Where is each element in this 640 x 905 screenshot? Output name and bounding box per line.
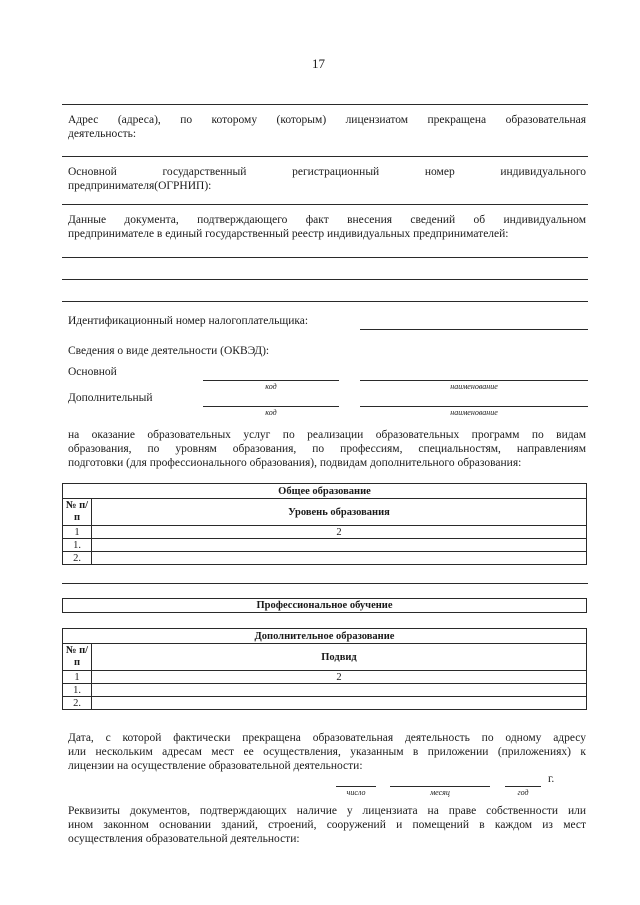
table-row [63,539,587,552]
address-label-line2: деятельность: [68,128,137,140]
requisites-text [68,804,586,848]
okved-additional-code-line[interactable] [203,406,339,407]
row-number: 1. [63,539,92,552]
separator [62,583,588,584]
general-table-title: Общее образование [63,484,587,499]
document-data-field-line[interactable] [62,257,588,258]
okved-main-code-line[interactable] [203,380,339,381]
inn-field-line[interactable] [360,329,588,330]
additional-index-cell: 2 [92,671,587,684]
year-suffix: г. [548,773,555,785]
table-row [63,552,587,565]
address-label-line1: Адрес (адреса), по которому (которым) лицензиатом прекращена образовательная [68,114,586,126]
subtype-cell[interactable] [92,684,587,697]
separator [62,156,588,157]
requisites-line1: Реквизиты документов, подтверждающих наличие у лицензиата на праве собственности или [68,805,586,817]
general-education-table [62,483,587,565]
table-row [63,684,587,697]
general-index-cell: 1 [63,526,92,539]
okved-main-name-line[interactable] [360,380,588,381]
separator [62,104,588,105]
address-label [68,113,586,143]
inn-label: Идентификационный номер налогоплательщика: [68,315,309,327]
education-level-cell[interactable] [92,539,587,552]
document-data-line2: предпринимателе в единый государственный реестр индивидуальных предпринимателей: [68,228,509,240]
code-caption: код [265,382,277,391]
document-data-field-line[interactable] [62,301,588,302]
document-data-line1: Данные документа, подтверждающего факт внесения сведений об индивидуальном [68,214,586,226]
separator [62,204,588,205]
ogrnip-label-line1: Основной государственный регистрационный номер индивидуального [68,166,586,178]
requisites-line2: ином законном основании зданий, строений, сооружений и помещений в каждом из мест [68,819,586,831]
general-col-header: Уровень образования [92,499,587,526]
ogrnip-label-line2: предпринимателя(ОГРНИП): [68,180,212,192]
name-caption: наименование [450,382,498,391]
month-field-line[interactable] [390,786,490,787]
professional-training-title: Профессиональное обучение [62,598,587,613]
page-number: 17 [312,56,325,71]
year-field-line[interactable] [505,786,541,787]
subtype-cell[interactable] [92,697,587,710]
row-number: 2. [63,697,92,710]
termination-line2: или нескольким адресам мест ее осуществления, указанным в приложении (приложениях) к [68,746,586,758]
ogrnip-label [68,165,586,195]
okved-additional-name-line[interactable] [360,406,588,407]
general-num-header: № п/п [63,499,92,526]
okved-label: Сведения о виде деятельности (ОКВЭД): [68,345,270,357]
additional-education-table [62,628,587,710]
additional-col-header: Подвид [92,644,587,671]
services-line1: на оказание образовательных услуг по реализации образовательных программ по видам [68,429,586,441]
day-field-line[interactable] [336,786,376,787]
termination-date-text [68,731,586,775]
document-data-label [68,213,586,243]
general-index-cell: 2 [92,526,587,539]
termination-line1: Дата, с которой фактически прекращена образовательная деятельность по одному адресу [68,732,586,744]
additional-table-title: Дополнительное образование [63,629,587,644]
table-row [63,697,587,710]
additional-index-cell: 1 [63,671,92,684]
requisites-line3: осуществления образовательной деятельности: [68,833,300,845]
services-line3: подготовки (для профессионального образования), подвидам дополнительного образования: [68,457,522,469]
year-caption: год [517,788,529,797]
okved-main-label: Основной [68,366,117,378]
name-caption: наименование [450,408,498,417]
code-caption: код [265,408,277,417]
row-number: 2. [63,552,92,565]
termination-line3: лицензии на осуществление образовательной деятельности: [68,760,363,772]
okved-additional-label: Дополнительный [68,392,153,404]
services-line2: образования, по уровням образования, по профессиям, специальностям, направлениям [68,443,586,455]
day-caption: число [346,788,366,797]
education-level-cell[interactable] [92,552,587,565]
document-data-field-line[interactable] [62,279,588,280]
services-text [68,428,586,472]
additional-num-header: № п/п [63,644,92,671]
month-caption: месяц [430,788,450,797]
row-number: 1. [63,684,92,697]
